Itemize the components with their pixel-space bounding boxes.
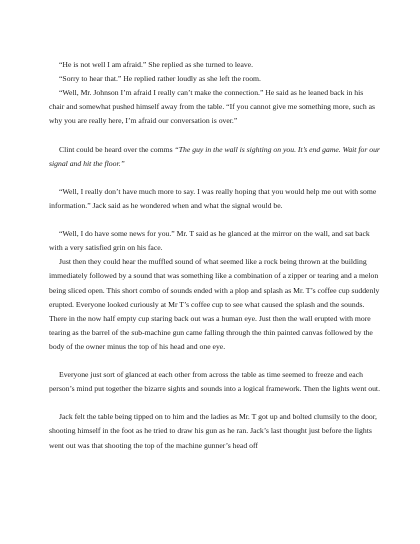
paragraph-2: “Sorry to hear that.” He replied rather loudly as she left the room. — [59, 74, 261, 84]
paragraph-7: Just then they could hear the muffled sound of what seemed like a rock being thrown at the building immediately followed by a sound that was something like a combination of a zipper or tearing and a melon being sliced open. This short combo of sounds ended with a plop and splash as Mr. T’s coffee cup suddenly erupted. Everyone looked curiously at Mr T’s coffee cup to see what caused the splash and the sounds. There in the now half empty cup staring back out was a human eye. Just then the wall erupted with more tearing as the barrel of the sub-machine gun came falling through the thin painted canvas followed by the body of the owner minus the top of his head and one eye. — [49, 257, 380, 351]
paragraph-6: “Well, I do have some news for you.” Mr. T said as he glanced at the mirror on the wall, and sat back with a very satisfied grin on his face. — [49, 229, 370, 253]
comms-message: “The guy in the wall is sighting on you. It’s end game. Wait for our signal and hit the floor.” — [49, 144, 380, 168]
comms-intro: Clint could be heard over the comms — [59, 144, 175, 154]
paragraph-9: Jack felt the table being tipped on to him and the ladies as Mr. T got up and bolted clumsily to the door, shooting himself in the foot as he tried to draw his gun as he ran. Jack’s last thought just before the lights went out was that shooting the top of the machine gunner’s head off — [49, 412, 377, 450]
paragraph-1: “He is not well I am afraid.” She replied as she turned to leave. — [59, 60, 254, 69]
paragraph-8: Everyone just sort of glanced at each other from across the table as time seemed to freeze and each person’s mind put together the bizarre sights and sounds into a logical framework. Then the lights went out. — [49, 370, 380, 394]
body-text — [49, 58, 380, 453]
paragraph-5: “Well, I really don’t have much more to say. I was really hoping that you would help me out with some information.” Jack said as he wondered when and what the signal would be. — [49, 186, 377, 210]
paragraph-3: “Well, Mr. Johnson I’m afraid I really can’t make the connection.” He said as he leaned back in his chair and somewhat pushed himself away from the table. “If you cannot give me something more, such as why you are really here, I’m afraid our conversation is over.” — [49, 88, 375, 126]
paragraph-4 — [49, 143, 380, 171]
